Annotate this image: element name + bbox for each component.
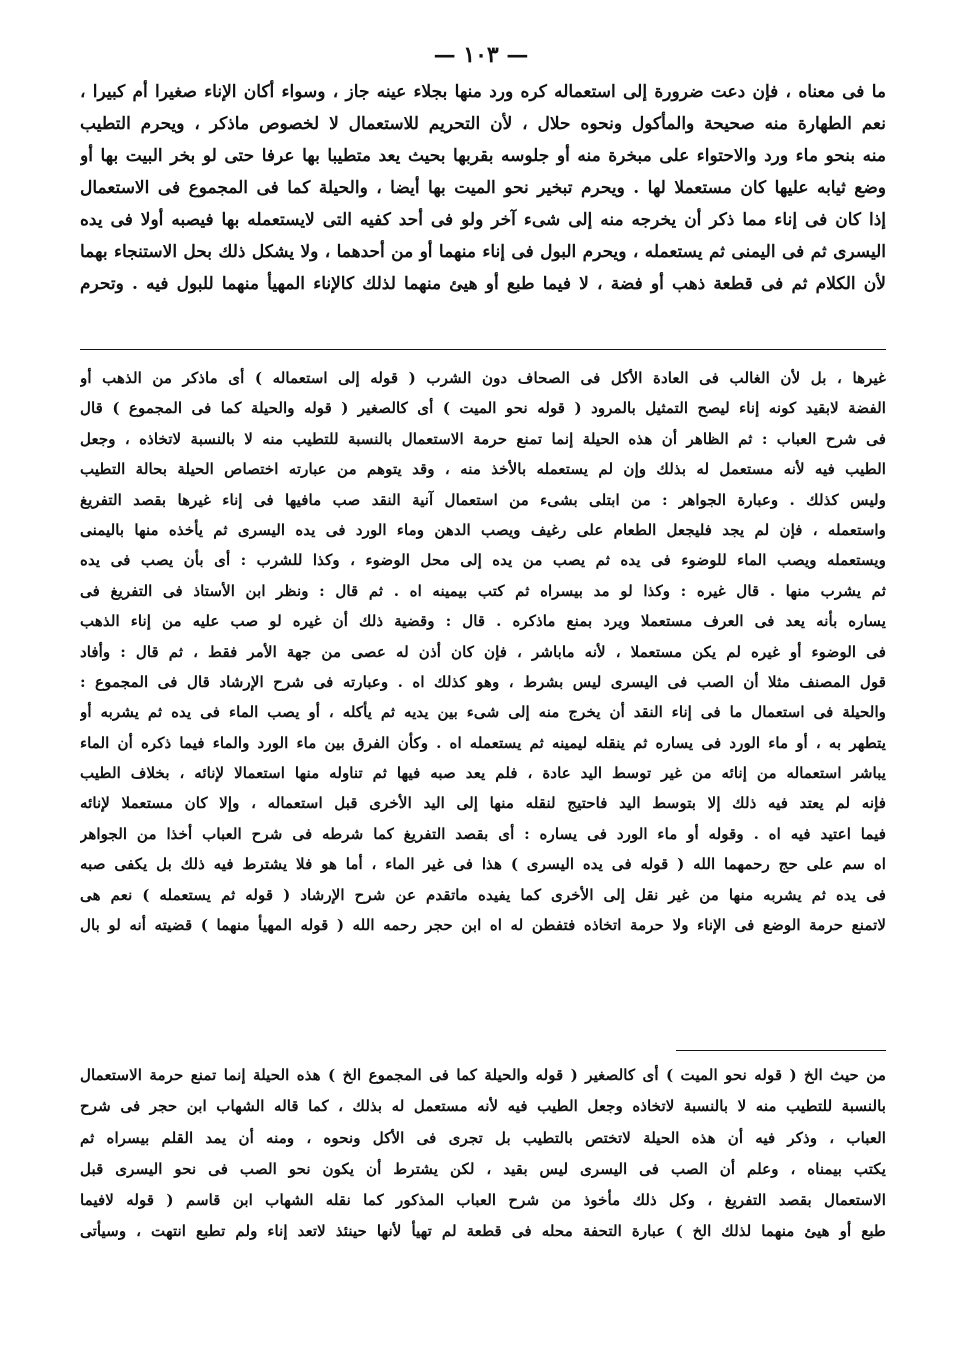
main-text-line: منه بنحو ماء ورد والاحتواء على مبخرة منه أو جلوسه بقربها بحيث يعد متطيبا بها عرفا حتى لو بخر البيت بها أو [80, 146, 886, 166]
main-text-line: إذا كان فى إناء مما ذكر أن يخرجه منه إلى شىء آخر ولو فى أحد كفيه التى لايستعمله بها فيصبه أولا فى يده [80, 210, 886, 230]
second-commentary-block [80, 1060, 886, 1248]
main-text-line: اليسرى ثم فى اليمنى ثم يستعمله ، ويحرم البول فى إناء منهما أو من أحدهما ، ولا يشكل ذلك بحل الاستنجاء بهما [80, 242, 886, 262]
commentary-line: فيما اعتيد فيه اه . وقوله أو ماء الورد فى يساره : أى بقصد التفريغ كما شرطه فى شرح العباب أخذا من الجواهر [80, 824, 886, 843]
section-divider [676, 1050, 886, 1051]
commentary-line: من حيث الخ ( قوله نحو الميت ) أى كالصغير ( قوله والحيلة كما فى المجموع الخ ) هذه الحيلة إنما تمنع حرمة الاستعمال [80, 1066, 886, 1084]
commentary-line: اه سم على حج رحمهما الله ( قوله فى يده اليسرى ) هذا فى غير الماء ، أما هو فلا يشترط فيه ذلك بل يكفى صبه [80, 855, 886, 874]
commentary-line: الاستعمال بقصد التفريغ ، وكل ذلك مأخوذ من شرح العباب المذكور كما نقله الشهاب ابن قاسم ( قوله لافيما [80, 1191, 886, 1210]
page-number: — ١٠٣ — [433, 42, 529, 68]
commentary-line: الفضة لابقيد كونه إناء ليصح التمثيل بالمرود ( قوله نحو الميت ) أى كالصغير ( قوله والحيلة كما فى المجموع ) قال [80, 399, 886, 418]
commentary-line: الطيب فيه لأنه مستعمل له بذلك وإن لم يستعمله بالأخذ منه ، وقد يتوهم من عبارته اختصاص الحيلة بحالة التطيب [80, 460, 886, 479]
commentary-line: يكتب بيمناه ، وعلم أن الصب فى اليسرى ليس بقيد ، لكن يشترط أن يكون نحو الصب فى نحو اليسرى قبل [80, 1159, 886, 1178]
first-commentary-block [80, 363, 886, 940]
commentary-line: طبع أو هيئ منهما لذلك الخ ) عبارة التحفة محله فى قطعة لم تهيأ لأنها حينئذ لاتعد إناء ولم تطبع انتهت ، وسيأتى [80, 1222, 886, 1241]
commentary-line: العباب ، وذكر فيه أن هذه الحيلة لاتختص بالتطيب بل تجرى فى الأكل ونحوه ، ومنه أن يمد القلم بيسراه ثم [80, 1128, 886, 1147]
commentary-line: فى شرح العباب : ثم الظاهر أن هذه الحيلة إنما تمنع حرمة الاستعمال بالنسبة للتطيب منه لا بالنسبة لاتخاذه ، وجعل [80, 429, 886, 448]
main-text-line: لأن الكلام ثم فى قطعة ذهب أو فضة ، لا فيما طبع أو هيئ منهما لذلك كالإناء المهيأ منهما للبول فيه . وتحرم [80, 274, 886, 294]
section-divider [80, 349, 886, 350]
commentary-line: فى يده ثم يشربه منها من غير نقل إلى الأخرى كما يفيده ماتقدم عن شرح الإرشاد ( قوله ثم يستعمله ) نعم هى [80, 885, 886, 904]
commentary-line: يساره بأنه يعد فى العرف مستعملا ويرد بمنع ماذكره . قال : وقضية ذلك أن غيره لو صب عليه من إناء الذهب [80, 612, 886, 631]
commentary-line: واستعمله ، فإن لم يجد فليجعل الطعام على رغيف ويصب الدهن وماء الورد فى يده اليسرى ثم يأخذه منها باليمنى [80, 520, 886, 539]
commentary-line: وليس كذلك . وعبارة الجواهر : من ابتلى بشىء من استعمال آنية النقد صب مافيها فى إناء غيرها بقصد التفريغ [80, 490, 886, 509]
commentary-line: لاتمنع حرمة الوضع فى الإناء ولا حرمة اتخاذه فتفطن له اه ابن حجر رحمه الله ( قوله المهيأ منهما ) قضيته أنه لو بال [80, 916, 886, 935]
main-text-block [80, 76, 886, 300]
commentary-line: غيرها ، بل لأن الغالب فى العادة الأكل فى الصحاف دون الشرب ( قوله إلى استعماله ) أى ماذكر من الذهب أو [80, 369, 886, 387]
main-text-line: ما فى معناه ، فإن دعت ضرورة إلى استعماله كره ورد منها بجلاء عينه جاز ، وسواء أكان الإناء صغيرا أم كبيرا ، [80, 82, 886, 102]
commentary-line: بالنسبة للتطيب منه لا بالنسبة لاتخاذه وجعل الطيب فيه لأنه مستعمل له بذلك ، كما قاله الشهاب ابن حجر فى شرح [80, 1097, 886, 1116]
commentary-line: والحيلة فى استعمال ما فى إناء النقد أن يخرج منه إلى شىء بين يديه ثم يأكله ، أو يصب الماء فى يده ثم يشربه أو [80, 703, 886, 722]
commentary-line: ثم يشرب منها . قال غيره : وكذا لو مد بيسراه ثم كتب بيمينه اه . ثم قال : ونظر ابن الأستاذ فى التفريغ فى [80, 581, 886, 600]
main-text-line: وضع ثيابه عليها كان مستعملا لها . ويحرم تبخير نحو الميت بها أيضا ، والحيلة كما فى المجموع فى الاستعمال [80, 178, 886, 198]
commentary-line: فإنه لم يعتد فيه ذلك إلا بتوسط اليد فاحتيج لنقله منها إلى اليد الأخرى قبل استعماله ، وإلا كان مستعملا لإنائه [80, 794, 886, 813]
main-text-line: نعم الطهارة منه صحيحة والمأكول ونحوه حلال ، لأن التحريم للاستعمال لا لخصوص ماذكر ، ويحرم التطيب [80, 114, 886, 134]
commentary-line: يباشر استعماله من إنائه من غير توسط اليد عادة ، فلم يعد صبه فيها ثم تناوله منها استعمالا لإنائه ، بخلاف الطيب [80, 764, 886, 783]
commentary-line: فى الوضوء أو غيره لم يكن مستعملا ، لأنه ماباشر ، فإن كان أذن له عصى من جهة الأمر فقط ، ثم قال : وأفاد [80, 642, 886, 661]
commentary-line: قول المصنف مثلا أن الصب فى اليسرى ليس بشرط ، وهو كذلك اه . وعبارته فى شرح الإرشاد قال فى المجموع : [80, 672, 886, 691]
commentary-line: يتطهر به ، أو ماء الورد فى يساره ثم ينقله ليمينه ثم يستعمله اه . وكأن الفرق بين ماء الورد والماء فيما ذكره أن الماء [80, 733, 886, 752]
commentary-line: ويستعمله ويصب الماء للوضوء فى يده ثم يصب من يده إلى محل الوضوء ، وكذا للشرب : أى بأن يصب فى يده [80, 551, 886, 570]
